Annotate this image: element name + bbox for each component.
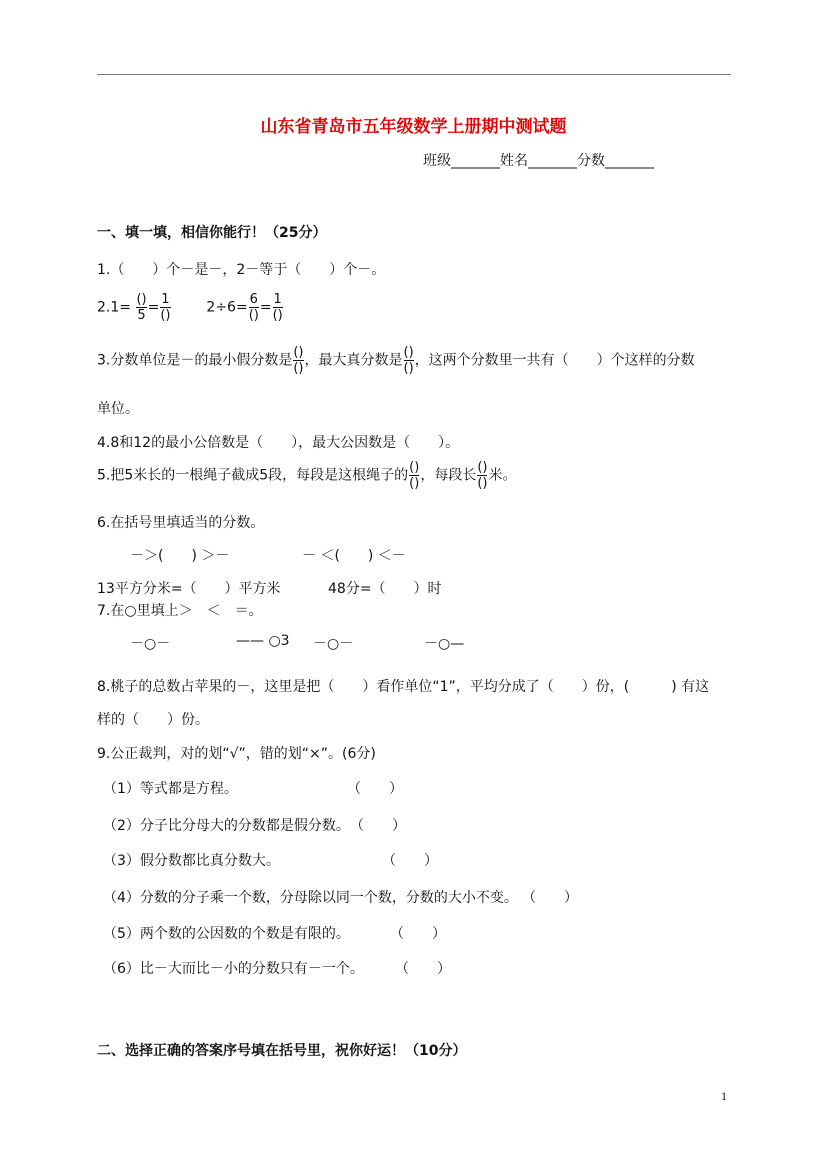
q2-equals-1: =	[147, 299, 160, 316]
q2-fraction-2: $\frac{1}{()}$	[160, 292, 171, 323]
question-2	[97, 292, 284, 323]
q7-item-3: －○－	[313, 636, 354, 652]
student-info-line: 班级_______姓名_______分数_______	[423, 153, 654, 169]
q2-fraction-1: $\frac{()}{5}$	[136, 292, 147, 323]
question-3	[97, 345, 695, 376]
section-2-heading: 二、选择正确的答案序号填在括号里，祝你好运！（10分）	[97, 1043, 467, 1059]
q6-row1-right: － ＜( ) ＜－	[302, 548, 406, 564]
q7-item-1: －○－	[130, 636, 171, 652]
q5-part-1: 5.把5米长的一根绳子截成5段，每段是这根绳子的	[97, 467, 409, 484]
q2-prefix-b: 2÷6=	[206, 299, 248, 316]
q9-item-2-blank: （ ）	[350, 818, 406, 834]
q3-fraction-1: $\frac{()}{()}$	[293, 345, 304, 376]
question-7: 7.在○里填上＞ ＜ ＝。	[97, 603, 263, 619]
question-6: 6.在括号里填适当的分数。	[97, 515, 265, 531]
header-rule	[97, 74, 731, 75]
question-3-line-2: 单位。	[97, 401, 139, 417]
page-title: 山东省青岛市五年级数学上册期中测试题	[260, 117, 567, 137]
q9-item-6-blank: （ ）	[395, 961, 451, 977]
q9-item-1: （1）等式都是方程。	[103, 781, 238, 797]
q9-item-1-blank: （ ）	[347, 781, 403, 797]
q9-item-5-blank: （ ）	[390, 926, 446, 942]
q5-part-3: 米。	[488, 467, 517, 484]
question-1: 1.（ ）个－是－，2－等于（ ）个－。	[97, 262, 386, 278]
q2-equals-2: =	[259, 299, 272, 316]
q5-fraction-2: $\frac{()}{()}$	[477, 460, 488, 491]
question-8-line-1: 8.桃子的总数占苹果的－，这里是把（ ）看作单位“1”，平均分成了（ ）份，( ) 有这	[97, 679, 710, 695]
q3-part-1: 3.分数单位是－的最小假分数是	[97, 352, 293, 369]
q6-row1-left: －＞( ) ＞－	[130, 548, 230, 564]
q9-item-3-blank: （ ）	[382, 853, 438, 869]
q7-item-2: —— ○3	[236, 633, 290, 649]
q7-item-4: －○—	[424, 636, 465, 652]
q9-item-3: （3）假分数都比真分数大。	[103, 853, 280, 869]
q2-fraction-3: $\frac{6}{()}$	[248, 292, 259, 323]
q9-item-2: （2）分子比分母大的分数都是假分数。	[103, 818, 350, 834]
question-5	[97, 460, 516, 491]
q2-fraction-4: $\frac{1}{()}$	[272, 292, 283, 323]
q2-prefix-a: 2.1=	[97, 299, 131, 316]
q6-row2-left: 13平方分米=（ ）平方米	[97, 581, 281, 597]
q9-item-4-blank: （ ）	[522, 890, 578, 906]
q3-fraction-2: $\frac{()}{()}$	[403, 345, 414, 376]
q6-row2-right: 48分=（ ）时	[328, 581, 442, 597]
q9-item-6: （6）比－大而比－小的分数只有－一个。	[103, 961, 364, 977]
q5-fraction-1: $\frac{()}{()}$	[409, 460, 420, 491]
q5-part-2: ，每段长	[420, 467, 477, 484]
q9-item-5: （5）两个数的公因数的个数是有限的。	[103, 926, 350, 942]
section-1-heading: 一、填一填，相信你能行！（25分）	[97, 225, 327, 241]
q9-item-4: （4）分数的分子乘一个数，分母除以同一个数，分数的大小不变。	[103, 890, 518, 906]
q3-part-3: ，这两个分数里一共有（ ）个这样的分数	[414, 352, 695, 369]
question-9: 9.公正裁判，对的划“√”，错的划“×”。(6分)	[97, 746, 376, 762]
question-4: 4.8和12的最小公倍数是（ ），最大公因数是（ ）。	[97, 435, 460, 451]
page-number: 1	[721, 1089, 727, 1103]
question-8-line-2: 样的（ ）份。	[97, 712, 209, 728]
q3-part-2: ，最大真分数是	[304, 352, 403, 369]
